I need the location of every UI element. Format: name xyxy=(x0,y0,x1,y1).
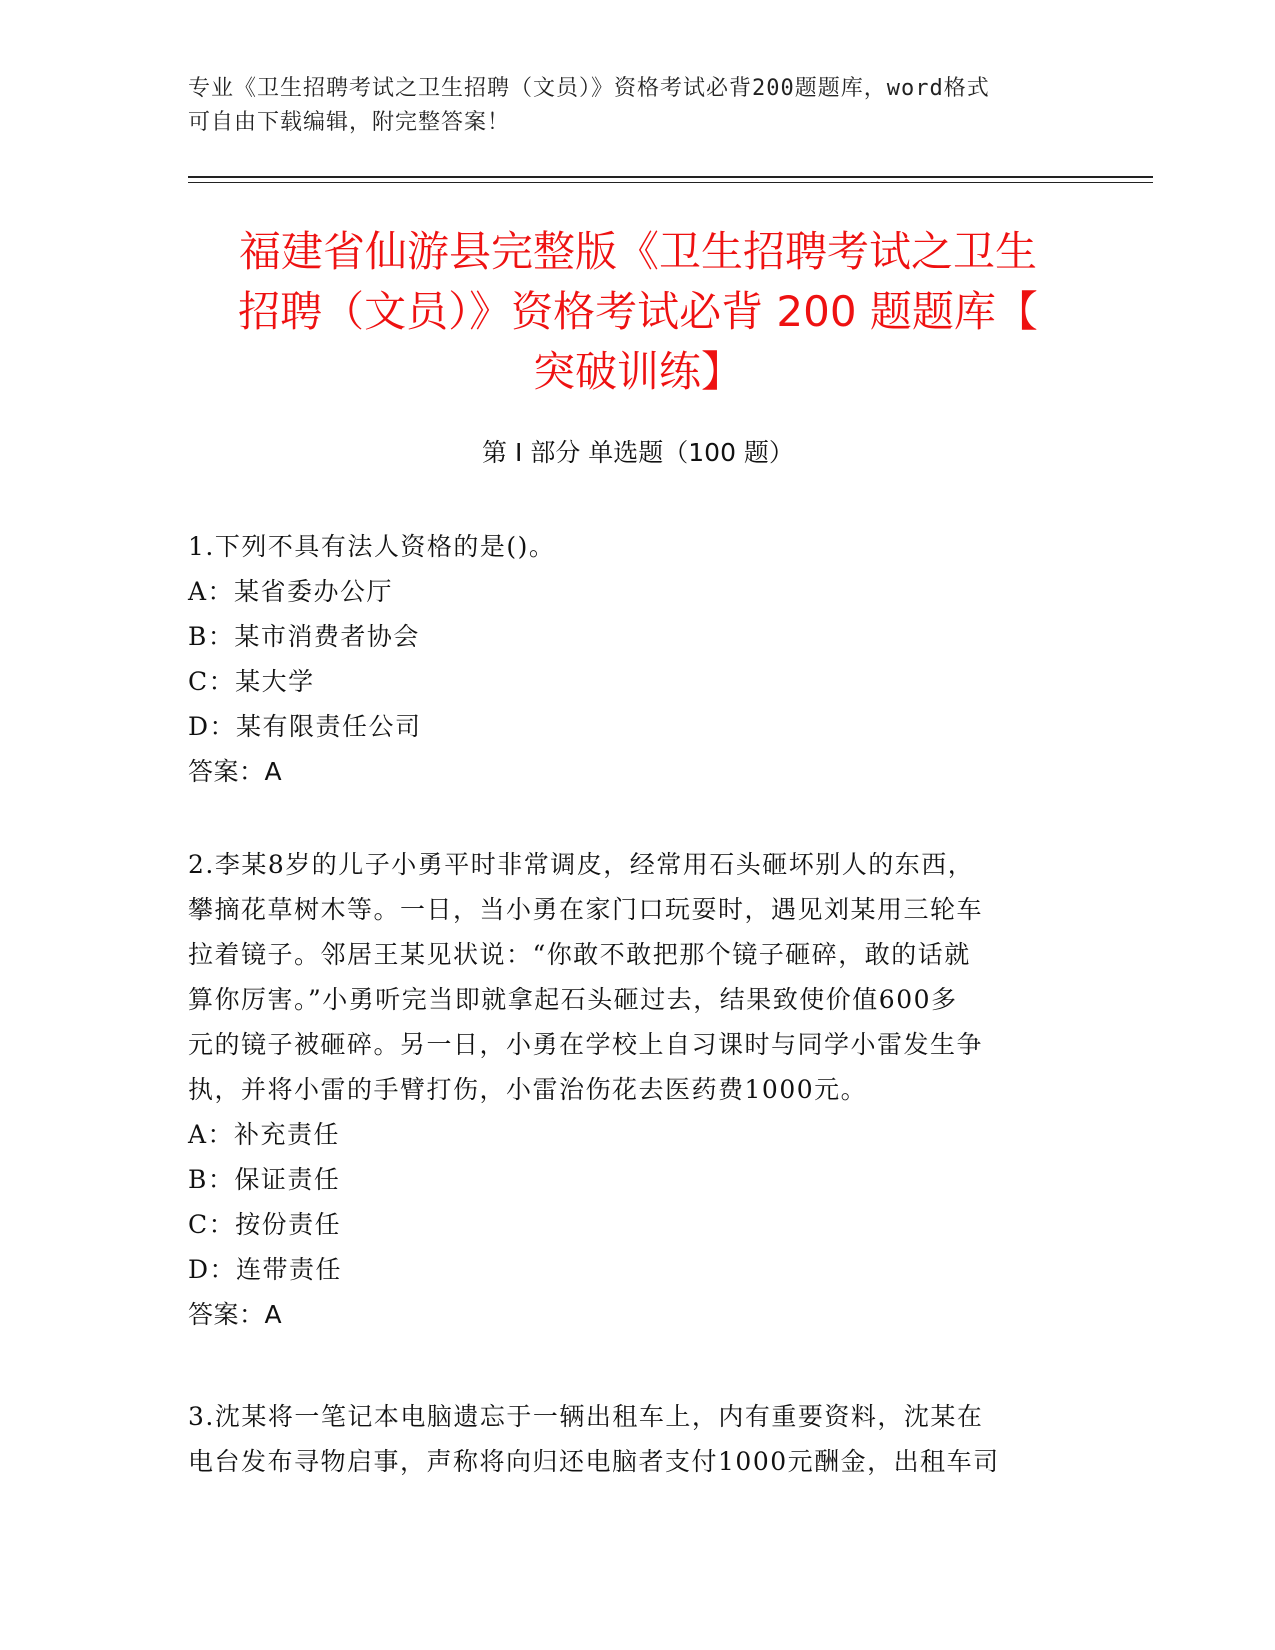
question-2 xyxy=(188,842,1068,1337)
option-b: B：保证责任 xyxy=(188,1165,341,1194)
header-divider-thick xyxy=(188,176,1153,178)
question-stem-line: 2.李某8岁的儿子小勇平时非常调皮，经常用石头砸坏别人的东西， xyxy=(188,850,975,879)
title-line: 招聘（文员）》资格考试必背 200 题题库【 xyxy=(238,287,1038,336)
question-stem-line: 执，并将小雷的手臂打伤，小雷治伤花去医药费1000元。 xyxy=(188,1075,868,1104)
title-line: 突破训练】 xyxy=(532,347,743,396)
question-stem-line: 攀摘花草树木等。一日，当小勇在家门口玩耍时，遇见刘某用三轮车 xyxy=(188,895,984,924)
question-stem-line: 拉着镜子。邻居王某见状说：“你敢不敢把那个镜子砸碎，敢的话就 xyxy=(188,940,971,969)
option-d: D：某有限责任公司 xyxy=(188,712,422,741)
option-c: C：按份责任 xyxy=(188,1210,342,1239)
header-note xyxy=(188,72,1068,140)
header-divider-thin xyxy=(188,182,1153,183)
document-title xyxy=(188,222,1088,402)
question-stem-line: 3.沈某将一笔记本电脑遗忘于一辆出租车上，内有重要资料，沈某在 xyxy=(188,1402,984,1431)
section-heading: 第 I 部分 单选题（100 题） xyxy=(482,438,794,467)
question-stem-line: 电台发布寻物启事，声称将向归还电脑者支付1000元酬金，出租车司 xyxy=(188,1447,1000,1476)
header-note-line: 可自由下载编辑，附完整答案！ xyxy=(188,110,511,135)
title-line: 福建省仙游县完整版《卫生招聘考试之卫生 xyxy=(238,227,1037,276)
option-b: B：某市消费者协会 xyxy=(188,622,420,651)
header-note-line: 专业《卫生招聘考试之卫生招聘（文员）》资格考试必背200题题库，word格式 xyxy=(188,76,990,101)
answer-line: 答案：A xyxy=(188,757,283,786)
question-stem-line: 元的镜子被砸碎。另一日，小勇在学校上自习课时与同学小雷发生争 xyxy=(188,1030,984,1059)
option-d: D：连带责任 xyxy=(188,1255,343,1284)
question-1 xyxy=(188,524,1068,794)
option-a: A：补充责任 xyxy=(188,1120,341,1149)
answer-line: 答案：A xyxy=(188,1300,283,1329)
question-3 xyxy=(188,1394,1068,1484)
option-c: C：某大学 xyxy=(188,667,315,696)
question-stem-line: 1.下列不具有法人资格的是()。 xyxy=(188,532,556,561)
question-stem-line: 算你厉害。”小勇听完当即就拿起石头砸过去，结果致使价值600多 xyxy=(188,985,958,1014)
option-a: A：某省委办公厅 xyxy=(188,577,394,606)
